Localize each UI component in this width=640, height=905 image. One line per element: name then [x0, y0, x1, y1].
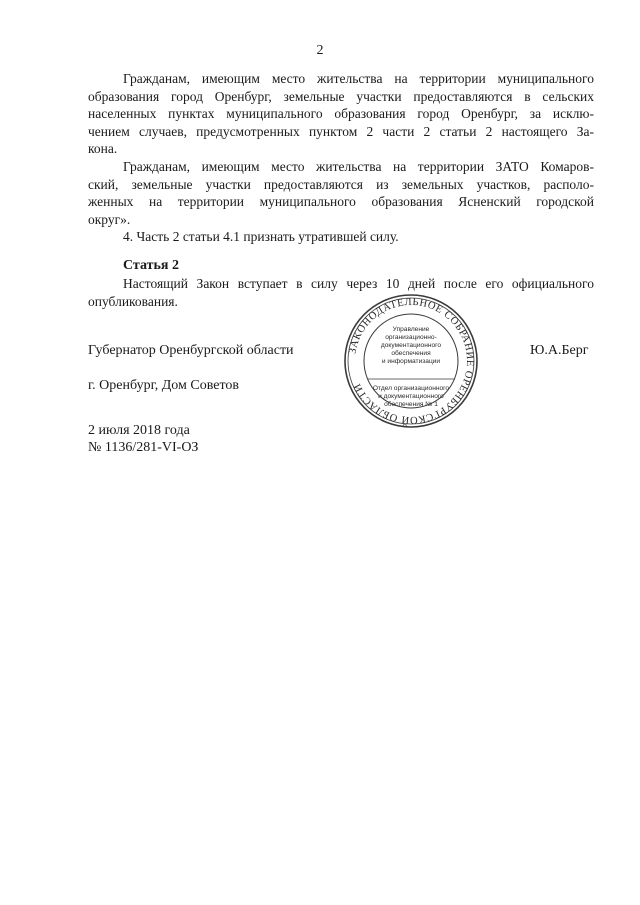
text-line: 4. Часть 2 статьи 4.1 признать утратившей силу.: [123, 229, 399, 244]
text-line: образования город Оренбург, земельные участки предоставляются в сельских: [88, 88, 594, 104]
seal-inner-line: и документационного: [378, 393, 444, 400]
seal-graphic: [343, 293, 479, 429]
seal-inner-line: обеспечения № 1: [384, 401, 438, 408]
text-line: опубликования.: [88, 293, 178, 309]
signing-date: 2 июля 2018 года: [88, 423, 190, 438]
paragraph-1: [88, 70, 594, 158]
law-number: № 1136/281-VI-ОЗ: [88, 440, 199, 455]
text-line: округ».: [88, 211, 131, 227]
seal-inner-line: документационного: [380, 342, 442, 349]
paragraph-3: [88, 228, 594, 246]
seal-inner-line: Управление: [392, 326, 430, 333]
text-line: Настоящий Закон вступает в силу через 10 дней после его официального: [123, 276, 594, 291]
paragraph-4: [88, 275, 594, 310]
paragraph-2: [88, 158, 594, 228]
seal-inner-line: обеспечения: [391, 350, 431, 357]
signatory-name: Ю.А.Берг: [530, 343, 589, 358]
signatory-title: Губернатор Оренбургской области: [88, 343, 294, 358]
seal-inner-line: Отдел организационного: [372, 385, 450, 392]
text-line: женных на территории муниципального образования Ясненский городской: [88, 194, 594, 209]
text-line: населенных пунктах муниципального образования город Оренбург, за исклю-: [88, 106, 594, 121]
article-heading: Статья 2: [123, 258, 179, 273]
text-line: кона.: [88, 141, 118, 156]
text-line: ский, земельные участки предоставляются из земельных участков, располо-: [88, 176, 594, 192]
text-line: Гражданам, имеющим место жительства на территории ЗАТО Комаров-: [123, 159, 594, 174]
seal-inner-line: организационно-: [385, 334, 437, 341]
page-number: 2: [316, 43, 324, 58]
seal-outer-text: ЗАКОНОДАТЕЛЬНОЕ СОБРАНИЕ ОРЕНБУРГСКОЙ ОБЛАСТИ: [347, 296, 476, 426]
seal-inner-line: и информатизации: [381, 358, 441, 365]
text-line: Гражданам, имеющим место жительства на территории муниципального: [123, 71, 594, 86]
signing-place: г. Оренбург, Дом Советов: [88, 378, 239, 393]
official-seal: [343, 293, 479, 434]
text-line: чением случаев, предусмотренных пунктом 2 части 2 статьи 2 настоящего За-: [88, 123, 594, 139]
